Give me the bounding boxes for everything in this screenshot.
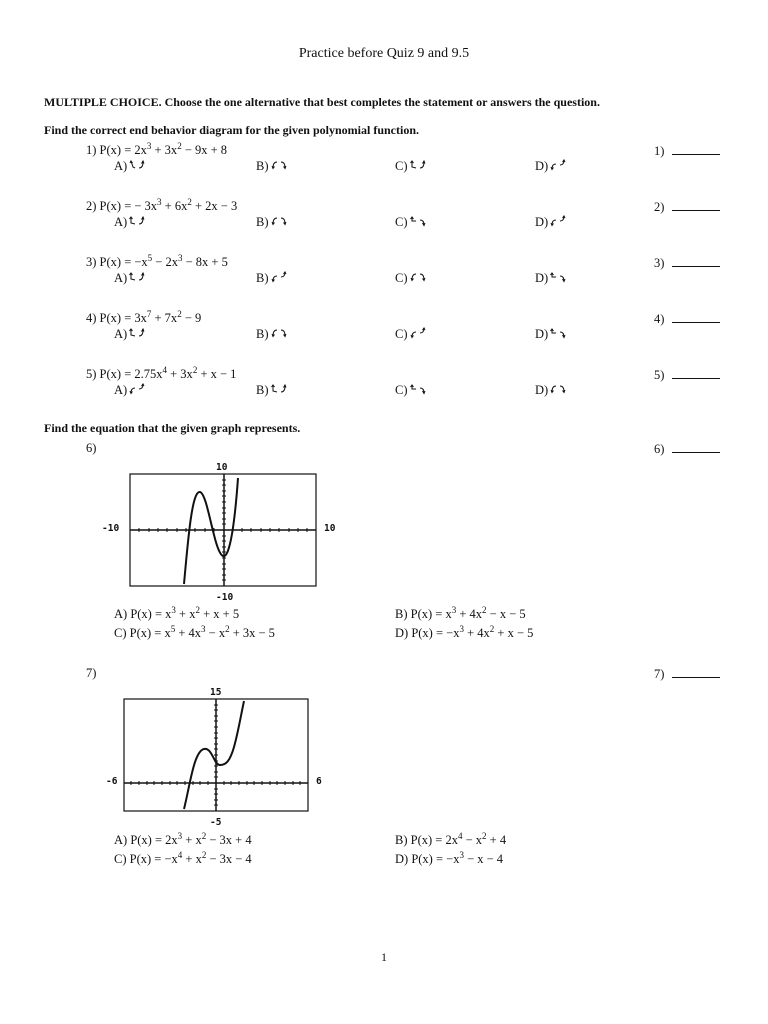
graph-q6-curve [184, 478, 238, 584]
end-behavior-up-up-icon [129, 327, 145, 339]
end-behavior-down-cup-icon [550, 215, 566, 227]
q7-option-d[interactable]: D) $P(x) = -x^3 - x - 4$ [395, 850, 504, 866]
answer-blank-3[interactable]: 3) [654, 255, 720, 271]
end-behavior-up-down-icon [550, 327, 566, 339]
q1-option-d[interactable]: D) [535, 159, 566, 174]
q2-option-d[interactable]: D) [535, 215, 566, 230]
graph-q6 [100, 460, 350, 615]
q7-option-a[interactable]: A) $P(x) = 2x^3 + x^2 - 3x + 4$ [114, 831, 252, 847]
end-behavior-up-up-icon [129, 271, 145, 283]
graph-q6-ymax: 10 [216, 462, 228, 473]
q7-option-c[interactable]: C) $P(x) = -x^4 + x^2 - 3x - 4$ [114, 850, 252, 866]
graph-q7-ymax: 15 [210, 687, 222, 698]
end-behavior-cap-icon [271, 159, 287, 171]
answer-blank-2[interactable]: 2) [654, 199, 720, 215]
graph-q7 [100, 685, 335, 840]
section-heading-graph-equation: Find the equation that the given graph represents. [44, 421, 301, 435]
page-number: 1 [381, 950, 387, 964]
q3-option-b[interactable]: B) [256, 271, 287, 286]
q5-option-b[interactable]: B) [256, 383, 287, 398]
q6-option-a[interactable]: A) $P(x) = x^3 + x^2 + x + 5$ [114, 605, 240, 621]
q3-option-d[interactable]: D) [535, 271, 566, 286]
section-heading-end-behavior: Find the correct end behavior diagram for the given polynomial function. [44, 123, 419, 137]
page-title: Practice before Quiz 9 and 9.5 [298, 46, 470, 61]
graph-q6-xmin: -10 [102, 523, 120, 534]
question-5-stem: 5) $P(x) = 2.75x^4 + 3x^2 + x - 1$ [86, 365, 237, 381]
question-3-stem: 3) $P(x) = -x^5 - 2x^3 - 8x + 5$ [86, 253, 228, 269]
q1-option-b[interactable]: B) [256, 159, 287, 174]
answer-blank-1[interactable]: 1) [654, 143, 720, 159]
q1-option-a[interactable]: A) [114, 159, 145, 174]
q6-option-d[interactable]: D) $P(x) = -x^3 + 4x^2 + x - 5$ [395, 624, 534, 640]
instructions: MULTIPLE CHOICE. Choose the one alternative that best completes the statement or answers the question. [44, 95, 600, 109]
end-behavior-down-cup-icon [271, 271, 287, 283]
end-behavior-up-down-icon [410, 215, 426, 227]
q3-option-c[interactable]: C) [395, 271, 426, 286]
graph-q7-xmin: -6 [106, 776, 118, 787]
end-behavior-up-up-icon [271, 383, 287, 395]
q4-option-b[interactable]: B) [256, 327, 287, 342]
question-4-stem: 4) $P(x) = 3x^7 + 7x^2 - 9$ [86, 309, 202, 325]
answer-blank-5[interactable]: 5) [654, 367, 720, 383]
end-behavior-cap-icon [271, 327, 287, 339]
q1-option-c[interactable]: C) [395, 159, 426, 174]
q5-option-c[interactable]: C) [395, 383, 426, 398]
end-behavior-down-cup-icon [410, 327, 426, 339]
q7-option-b[interactable]: B) $P(x) = 2x^4 - x^2 + 4$ [395, 831, 507, 847]
end-behavior-up-up-icon [410, 159, 426, 171]
question-7-label: 7) [86, 666, 97, 680]
q6-option-c[interactable]: C) $P(x) = x^5 + 4x^3 - x^2 + 3x - 5$ [114, 624, 275, 640]
q4-option-a[interactable]: A) [114, 327, 145, 342]
question-6-label: 6) [86, 441, 97, 455]
end-behavior-up-down-icon [410, 383, 426, 395]
end-behavior-up-up-icon [129, 215, 145, 227]
q2-option-a[interactable]: A) [114, 215, 145, 230]
q2-option-b[interactable]: B) [256, 215, 287, 230]
end-behavior-up-down-icon [550, 271, 566, 283]
answer-blank-7[interactable]: 7) [654, 666, 720, 682]
graph-q7-xmax: 6 [316, 776, 322, 787]
answer-blank-6[interactable]: 6) [654, 441, 720, 457]
q4-option-c[interactable]: C) [395, 327, 426, 342]
end-behavior-cap-icon [550, 383, 566, 395]
q3-option-a[interactable]: A) [114, 271, 145, 286]
end-behavior-down-cup-icon [129, 383, 145, 395]
q6-option-b[interactable]: B) $P(x) = x^3 + 4x^2 - x - 5$ [395, 605, 526, 621]
end-behavior-down-cup-icon [550, 159, 566, 171]
end-behavior-cap-icon [410, 271, 426, 283]
answer-blank-4[interactable]: 4) [654, 311, 720, 327]
end-behavior-down-up-icon [129, 159, 145, 171]
end-behavior-cap-icon [271, 215, 287, 227]
q5-option-a[interactable]: A) [114, 383, 145, 398]
q2-option-c[interactable]: C) [395, 215, 426, 230]
question-2-stem: 2) P(x) = − $3x^3 + 6x^2 + 2x - 3$ [86, 197, 238, 213]
q5-option-d[interactable]: D) [535, 383, 566, 398]
graph-q6-xmax: 10 [324, 523, 336, 534]
question-1-stem: 1) $P(x) = 2x^3 + 3x^2 - 9x + 8$ [86, 141, 228, 157]
q4-option-d[interactable]: D) [535, 327, 566, 342]
graph-q7-ymin: -5 [210, 817, 222, 828]
graph-q6-ymin: -10 [216, 592, 234, 603]
